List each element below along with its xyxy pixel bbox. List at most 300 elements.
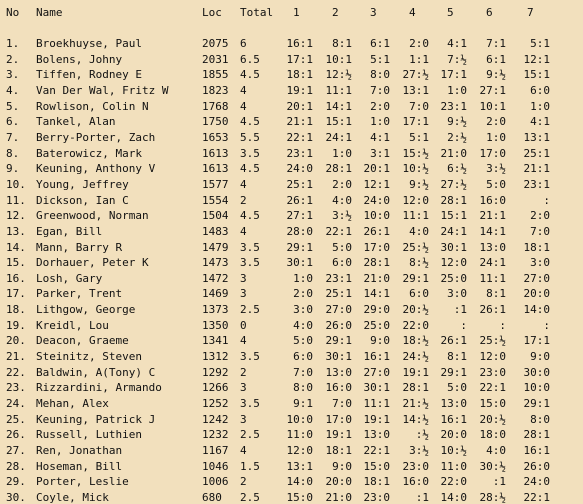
total: 3	[240, 412, 247, 426]
round-2: 5:0	[332, 240, 352, 254]
round-3: 25:0	[363, 318, 390, 332]
round-6: 23:0	[479, 365, 506, 379]
round-6: 1:0	[486, 130, 506, 144]
row-no: 2.	[6, 52, 20, 66]
round-3: 1:0	[370, 115, 390, 129]
round-1: 29:1	[286, 240, 313, 254]
round-7: 10:0	[523, 381, 550, 395]
round-6: 6:1	[486, 52, 506, 66]
round-3: 29:0	[363, 303, 390, 317]
round-4: 9:½	[409, 177, 429, 191]
header-round-5: 5	[447, 6, 454, 19]
round-5: 24:1	[440, 224, 467, 238]
round-7: 6:0	[530, 84, 550, 97]
header-total: Total	[240, 6, 274, 19]
round-2: 27:0	[325, 303, 352, 317]
round-4: 20:½	[402, 303, 429, 317]
row-no: 29.	[6, 475, 26, 489]
round-5: 21:0	[440, 146, 467, 160]
total: 6.5	[240, 52, 260, 66]
rating: 1653	[202, 130, 229, 144]
round-3: 28:1	[363, 256, 390, 270]
round-2: 9:0	[332, 459, 352, 473]
round-2: 17:0	[325, 412, 352, 426]
round-6: 5:0	[486, 177, 506, 191]
total: 3.5	[240, 240, 260, 254]
rating: 1613	[202, 146, 229, 160]
round-7: 2:0	[530, 209, 550, 223]
round-2: 16:0	[325, 381, 352, 395]
round-4: :½	[415, 428, 429, 442]
total: 3.5	[240, 396, 260, 410]
round-3: 20:1	[363, 162, 390, 176]
row-no: 4.	[6, 84, 20, 97]
row-no: 21.	[6, 350, 26, 363]
row-no: 25.	[6, 412, 26, 426]
header-round-1: 1	[293, 6, 300, 19]
round-4: 12:0	[402, 193, 429, 207]
rating: 1046	[202, 459, 229, 473]
round-4: 18:½	[402, 334, 429, 348]
round-4: 8:½	[409, 256, 429, 270]
round-7: 4:1	[530, 115, 550, 129]
table-row	[0, 37, 583, 50]
header-round-6: 6	[486, 6, 493, 19]
round-7: 23:1	[523, 177, 550, 191]
total: 2.5	[240, 303, 260, 317]
round-1: 20:1	[286, 99, 313, 113]
rating: 1483	[202, 224, 229, 238]
round-4: 15:½	[402, 146, 429, 160]
player-name: Dickson, Ian C	[36, 193, 129, 207]
table-row	[0, 256, 583, 269]
player-name: Baldwin, A(Tony) C	[36, 365, 156, 379]
total: 4.5	[240, 162, 260, 176]
table-row	[0, 131, 583, 144]
round-4: 19:1	[402, 365, 429, 379]
table-row	[0, 460, 583, 473]
round-5: 17:1	[440, 68, 467, 82]
table-row	[0, 100, 583, 113]
row-no: 1.	[6, 37, 20, 50]
round-5: 10:½	[440, 443, 467, 457]
table-row	[0, 491, 583, 504]
round-1: 21:1	[286, 115, 313, 129]
round-7: 5:1	[530, 37, 550, 50]
round-2: 28:1	[325, 162, 352, 176]
round-6: 27:1	[479, 84, 506, 97]
round-2: 19:1	[325, 428, 352, 442]
round-1: 14:0	[286, 475, 313, 489]
round-6: 3:½	[486, 162, 506, 176]
round-4: 24:½	[402, 350, 429, 363]
row-no: 15.	[6, 256, 26, 270]
round-1: 8:0	[293, 381, 313, 395]
total: 6	[240, 37, 247, 50]
row-no: 12.	[6, 209, 26, 223]
round-5: 30:1	[440, 240, 467, 254]
player-name: Steinitz, Steven	[36, 350, 142, 363]
player-name: Rowlison, Colin N	[36, 99, 149, 113]
round-5: 23:1	[440, 99, 467, 113]
round-4: 14:½	[402, 412, 429, 426]
round-6: 22:1	[479, 381, 506, 395]
total: 4	[240, 99, 247, 113]
round-6: 2:0	[486, 115, 506, 129]
table-row	[0, 350, 583, 363]
row-no: 26.	[6, 428, 26, 442]
total: 4.5	[240, 209, 260, 223]
player-name: Losh, Gary	[36, 271, 103, 285]
round-2: 23:1	[325, 271, 352, 285]
round-6: 24:1	[479, 256, 506, 270]
round-3: 17:0	[363, 240, 390, 254]
round-1: 5:0	[293, 334, 313, 348]
player-name: Coyle, Mick	[36, 490, 109, 504]
round-3: 19:1	[363, 412, 390, 426]
round-6: 21:1	[479, 209, 506, 223]
round-6: :1	[492, 475, 506, 489]
row-no: 3.	[6, 68, 20, 82]
row-no: 23.	[6, 381, 26, 395]
round-2: 30:1	[325, 350, 352, 363]
round-5: 29:1	[440, 365, 467, 379]
table-row	[0, 225, 583, 238]
round-5: 5:0	[447, 381, 467, 395]
round-1: 6:0	[293, 350, 313, 363]
row-no: 11.	[6, 193, 26, 207]
player-name: Dorhauer, Peter K	[36, 256, 149, 270]
header-no: No	[6, 6, 20, 19]
round-5: 3:0	[447, 287, 467, 301]
round-5: 20:0	[440, 428, 467, 442]
total: 4.5	[240, 115, 260, 129]
round-2: 7:0	[332, 396, 352, 410]
round-5: 14:0	[440, 490, 467, 504]
row-no: 9.	[6, 162, 20, 176]
player-name: Bolens, Johny	[36, 52, 123, 66]
round-1: 23:1	[286, 146, 313, 160]
round-7: 21:1	[523, 162, 550, 176]
rating: 2031	[202, 52, 229, 66]
round-6: 25:½	[479, 334, 506, 348]
round-1: 15:0	[286, 490, 313, 504]
player-name: Hoseman, Bill	[36, 459, 123, 473]
round-1: 19:1	[286, 84, 313, 97]
round-4: :1	[415, 490, 429, 504]
round-6: 13:0	[479, 240, 506, 254]
round-7: :	[543, 318, 550, 332]
round-3: 12:1	[363, 177, 390, 191]
rating: 1768	[202, 99, 229, 113]
round-7: 18:1	[523, 240, 550, 254]
round-6: 8:1	[486, 287, 506, 301]
total: 2.5	[240, 490, 260, 504]
round-5: :1	[453, 303, 467, 317]
round-7: 25:1	[523, 146, 550, 160]
player-name: Tankel, Alan	[36, 115, 116, 129]
round-5: 25:0	[440, 271, 467, 285]
round-4: 29:1	[402, 271, 429, 285]
round-4: 1:1	[409, 52, 429, 66]
header-row	[0, 6, 583, 19]
header-loc: Loc	[202, 6, 222, 19]
round-7: 9:0	[530, 350, 550, 363]
round-2: 29:1	[325, 334, 352, 348]
round-5: 2:½	[447, 130, 467, 144]
round-6: 30:½	[479, 459, 506, 473]
round-1: 9:1	[293, 396, 313, 410]
round-6: 11:1	[479, 271, 506, 285]
row-no: 14.	[6, 240, 26, 254]
round-2: 2:0	[332, 177, 352, 191]
round-3: 13:0	[363, 428, 390, 442]
rating: 1167	[202, 443, 229, 457]
table-row	[0, 444, 583, 457]
round-2: 10:1	[325, 52, 352, 66]
player-name: Parker, Trent	[36, 287, 123, 301]
row-no: 28.	[6, 459, 26, 473]
rating: 1242	[202, 412, 229, 426]
table-row	[0, 194, 583, 207]
rating: 1504	[202, 209, 229, 223]
round-6: 26:1	[479, 303, 506, 317]
round-5: 11:0	[440, 459, 467, 473]
round-3: 15:0	[363, 459, 390, 473]
round-1: 11:0	[286, 428, 313, 442]
round-3: 18:1	[363, 475, 390, 489]
round-3: 27:0	[363, 365, 390, 379]
total: 4	[240, 334, 247, 348]
player-name: Deacon, Graeme	[36, 334, 129, 348]
rating: 1232	[202, 428, 229, 442]
round-7: 7:0	[530, 224, 550, 238]
table-row	[0, 366, 583, 379]
table-row	[0, 413, 583, 426]
round-3: 16:1	[363, 350, 390, 363]
player-name: Van Der Wal, Fritz W	[36, 84, 169, 97]
player-name: Keuning, Anthony V	[36, 162, 156, 176]
round-7: 16:1	[523, 443, 550, 457]
round-2: 4:0	[332, 193, 352, 207]
player-name: Greenwood, Norman	[36, 209, 149, 223]
rating: 2075	[202, 37, 229, 50]
player-name: Porter, Leslie	[36, 475, 129, 489]
round-3: 14:1	[363, 287, 390, 301]
round-4: 4:0	[409, 224, 429, 238]
round-5: 13:0	[440, 396, 467, 410]
round-1: 1:0	[293, 271, 313, 285]
round-2: 24:1	[325, 130, 352, 144]
rating: 1266	[202, 381, 229, 395]
round-1: 22:1	[286, 130, 313, 144]
round-1: 27:1	[286, 209, 313, 223]
round-4: 10:½	[402, 162, 429, 176]
table-row	[0, 162, 583, 175]
player-name: Ren, Jonathan	[36, 443, 123, 457]
round-7: 28:1	[523, 428, 550, 442]
rating: 1373	[202, 303, 229, 317]
round-3: 3:1	[370, 146, 390, 160]
table-row	[0, 303, 583, 316]
row-no: 17.	[6, 287, 26, 301]
row-no: 18.	[6, 303, 26, 317]
total: 2	[240, 475, 247, 489]
rating: 1855	[202, 68, 229, 82]
table-row	[0, 287, 583, 300]
round-4: 5:1	[409, 130, 429, 144]
rating: 680	[202, 490, 222, 504]
round-2: 22:1	[325, 224, 352, 238]
round-6: :	[499, 318, 506, 332]
round-3: 2:0	[370, 99, 390, 113]
round-2: 25:1	[325, 287, 352, 301]
total: 4	[240, 84, 247, 97]
total: 4	[240, 177, 247, 191]
round-3: 6:1	[370, 37, 390, 50]
round-3: 7:0	[370, 84, 390, 97]
round-6: 12:0	[479, 350, 506, 363]
rating: 1473	[202, 256, 229, 270]
row-no: 27.	[6, 443, 26, 457]
total: 2	[240, 365, 247, 379]
total: 0	[240, 318, 247, 332]
round-1: 25:1	[286, 177, 313, 191]
player-name: Young, Jeffrey	[36, 177, 129, 191]
round-1: 10:0	[286, 412, 313, 426]
rating: 1472	[202, 271, 229, 285]
round-4: 16:0	[402, 475, 429, 489]
player-name: Mann, Barry R	[36, 240, 123, 254]
round-2: 26:0	[325, 318, 352, 332]
header-round-7: 7	[527, 6, 534, 19]
round-4: 23:0	[402, 459, 429, 473]
row-no: 20.	[6, 334, 26, 348]
rating: 1312	[202, 350, 229, 363]
round-2: 11:1	[325, 84, 352, 97]
player-name: Baterowicz, Mark	[36, 146, 142, 160]
round-7: 14:0	[523, 303, 550, 317]
header-round-3: 3	[370, 6, 377, 19]
round-2: 3:½	[332, 209, 352, 223]
total: 3.5	[240, 350, 260, 363]
round-6: 16:0	[479, 193, 506, 207]
round-3: 10:0	[363, 209, 390, 223]
total: 4	[240, 443, 247, 457]
round-6: 9:½	[486, 68, 506, 82]
round-5: 15:1	[440, 209, 467, 223]
round-3: 30:1	[363, 381, 390, 395]
table-row	[0, 209, 583, 222]
player-name: Broekhuyse, Paul	[36, 37, 142, 50]
total: 2	[240, 193, 247, 207]
table-row	[0, 475, 583, 488]
total: 5.5	[240, 130, 260, 144]
round-7: 3:0	[530, 256, 550, 270]
round-5: 26:1	[440, 334, 467, 348]
total: 2.5	[240, 428, 260, 442]
round-3: 22:1	[363, 443, 390, 457]
rating: 1252	[202, 396, 229, 410]
round-4: 28:1	[402, 381, 429, 395]
round-3: 24:0	[363, 193, 390, 207]
round-7: 13:1	[523, 130, 550, 144]
round-7: :	[543, 193, 550, 207]
table-row	[0, 334, 583, 347]
rating: 1341	[202, 334, 229, 348]
round-2: 18:1	[325, 443, 352, 457]
round-7: 30:0	[523, 365, 550, 379]
round-5: 22:0	[440, 475, 467, 489]
table-row	[0, 319, 583, 332]
round-1: 12:0	[286, 443, 313, 457]
round-4: 11:1	[402, 209, 429, 223]
row-no: 19.	[6, 318, 26, 332]
player-name: Kreidl, Lou	[36, 318, 109, 332]
round-7: 20:0	[523, 287, 550, 301]
round-4: 22:0	[402, 318, 429, 332]
total: 1.5	[240, 459, 260, 473]
row-no: 10.	[6, 177, 26, 191]
round-7: 15:1	[523, 68, 550, 82]
total: 3.5	[240, 256, 260, 270]
round-7: 29:1	[523, 396, 550, 410]
total: 4.5	[240, 68, 260, 82]
row-no: 30.	[6, 490, 26, 504]
table-row	[0, 68, 583, 81]
round-5: 4:1	[447, 37, 467, 50]
rating: 1469	[202, 287, 229, 301]
round-2: 1:0	[332, 146, 352, 160]
round-1: 13:1	[286, 459, 313, 473]
round-3: 9:0	[370, 334, 390, 348]
round-5: 28:1	[440, 193, 467, 207]
round-4: 27:½	[402, 68, 429, 82]
table-row	[0, 272, 583, 285]
row-no: 13.	[6, 224, 26, 238]
round-2: 12:½	[325, 68, 352, 82]
rating: 1006	[202, 475, 229, 489]
round-1: 4:0	[293, 318, 313, 332]
round-7: 24:0	[523, 475, 550, 489]
round-3: 4:1	[370, 130, 390, 144]
row-no: 8.	[6, 146, 20, 160]
total: 3.5	[240, 146, 260, 160]
round-1: 17:1	[286, 52, 313, 66]
table-row	[0, 147, 583, 160]
round-1: 30:1	[286, 256, 313, 270]
round-1: 16:1	[286, 37, 313, 50]
round-5: 1:0	[447, 84, 467, 97]
total: 3	[240, 381, 247, 395]
player-name: Russell, Luthien	[36, 428, 142, 442]
player-name: Mehan, Alex	[36, 396, 109, 410]
round-5: :	[460, 318, 467, 332]
table-row	[0, 84, 583, 97]
round-6: 17:0	[479, 146, 506, 160]
round-1: 26:1	[286, 193, 313, 207]
table-row	[0, 241, 583, 254]
round-3: 11:1	[363, 396, 390, 410]
table-row	[0, 178, 583, 191]
round-5: 9:½	[447, 115, 467, 129]
header-round-4: 4	[409, 6, 416, 19]
round-7: 8:0	[530, 412, 550, 426]
rating: 1292	[202, 365, 229, 379]
player-name: Berry-Porter, Zach	[36, 130, 156, 144]
round-3: 21:0	[363, 271, 390, 285]
round-2: 14:1	[325, 99, 352, 113]
